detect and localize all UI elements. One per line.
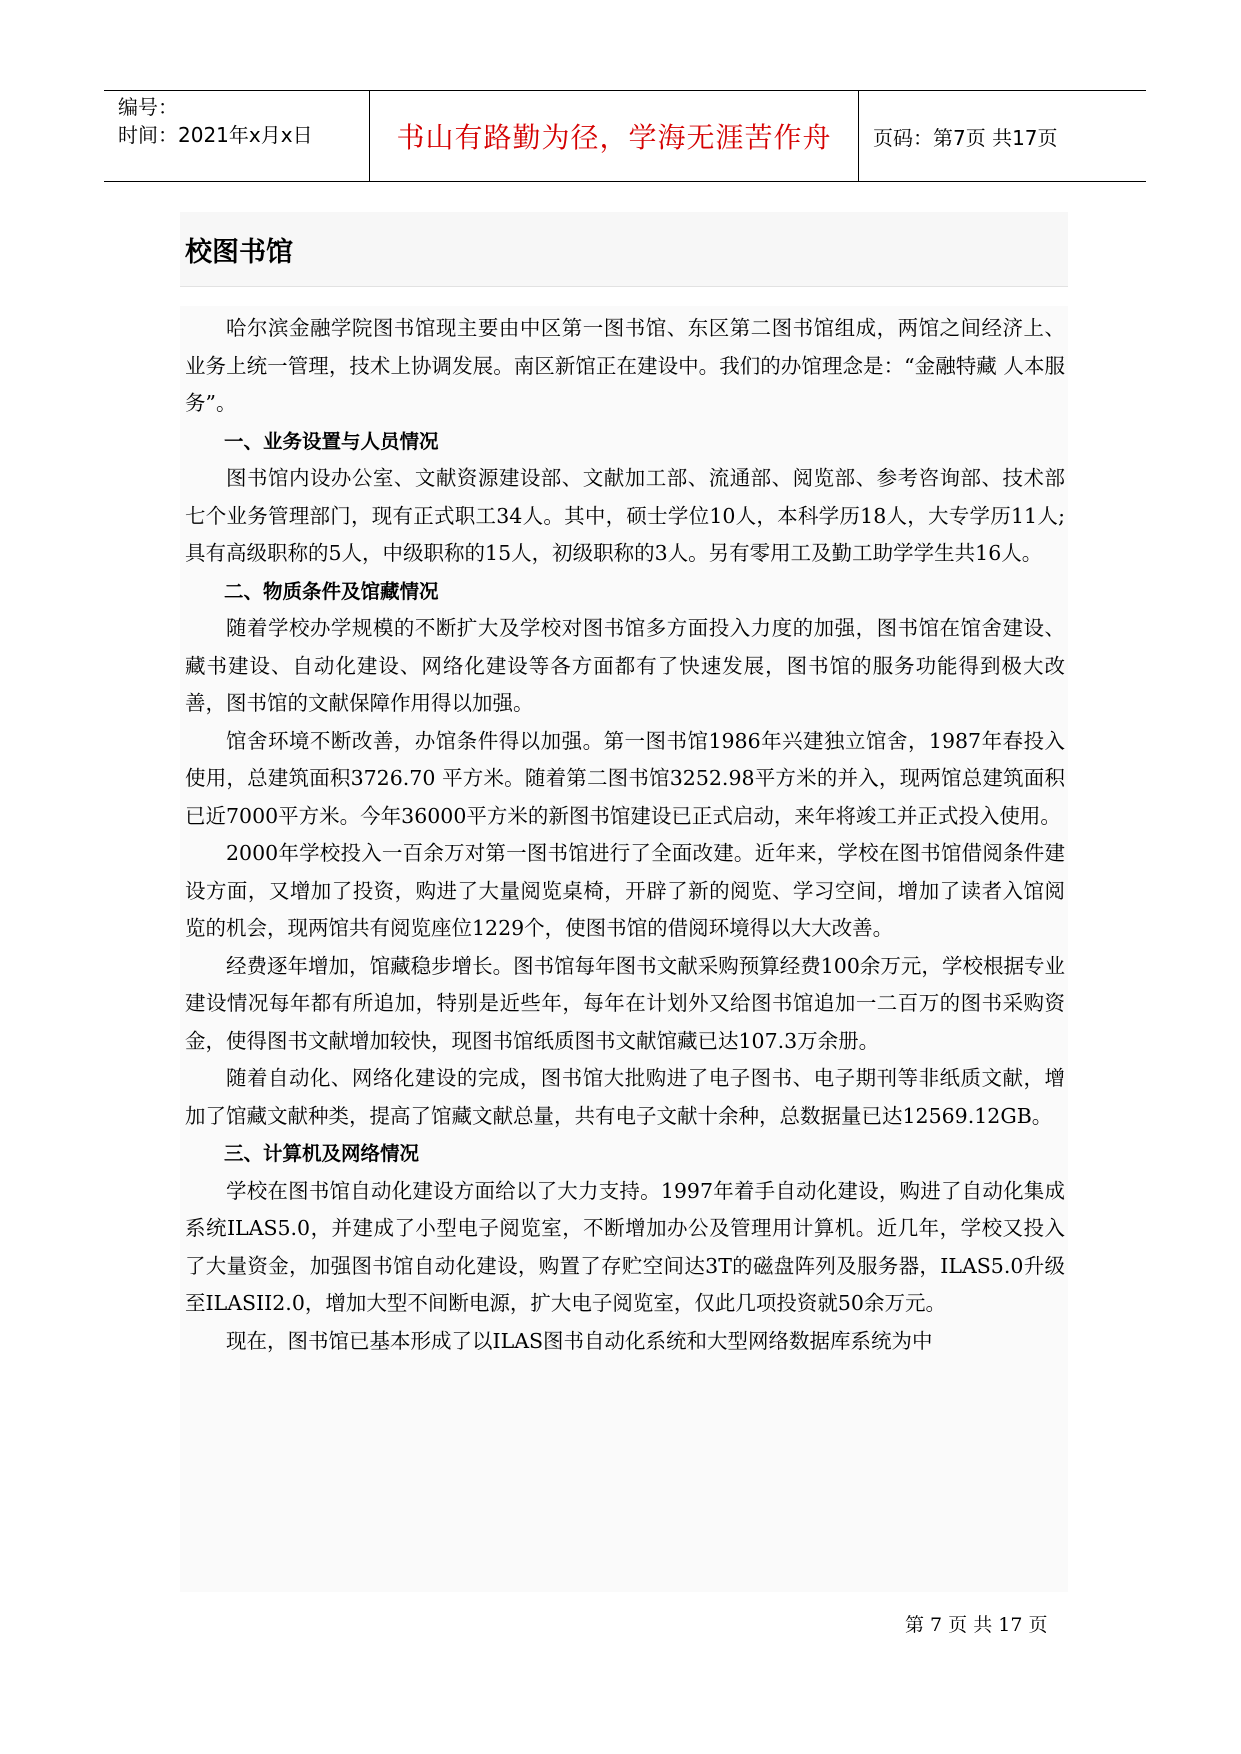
- header-meta: [104, 91, 369, 181]
- paragraph: 随着学校办学规模的不断扩大及学校对图书馆多方面投入力度的加强，图书馆在馆舍建设、藏书建设、自动化建设、网络化建设等各方面都有了快速发展，图书馆的服务功能得到极大改善，图书馆的文献保障作用得以加强。: [185, 616, 1065, 715]
- paragraph: 学校在图书馆自动化建设方面给以了大力支持。1997年着手自动化建设，购进了自动化集成系统ILAS5.0，并建成了小型电子阅览室，不断增加办公及管理用计算机。近几年，学校又投入了大量资金，加强图书馆自动化建设，购置了存贮空间达3T的磁盘阵列及服务器，ILAS5.0升级至ILASII2.0，增加大型不间断电源，扩大电子阅览室，仅此几项投资就50余万元。: [185, 1178, 1065, 1315]
- document-time-label: 时间：2021年x月x日: [118, 123, 313, 147]
- section-heading: 一、业务设置与人员情况: [224, 429, 439, 453]
- page-title: 校图书馆: [185, 237, 293, 268]
- paragraph: 2000年学校投入一百余万对第一图书馆进行了全面改建。近年来，学校在图书馆借阅条件建设方面，又增加了投资，购进了大量阅览桌椅，开辟了新的阅览、学习空间，增加了读者入馆阅览的机会，现两馆共有阅览座位1229个，使图书馆的借阅环境得以大大改善。: [185, 841, 1065, 940]
- paragraph: 现在，图书馆已基本形成了以ILAS图书自动化系统和大型网络数据库系统为中: [226, 1328, 933, 1353]
- document-body: [185, 310, 1065, 1360]
- paragraph: 哈尔滨金融学院图书馆现主要由中区第一图书馆、东区第二图书馆组成，两馆之间经济上、业务上统一管理，技术上协调发展。南区新馆正在建设中。我们的办馆理念是：“金融特藏 人本服务”。: [185, 316, 1065, 415]
- page-footer: 第 7 页 共 17 页: [905, 1614, 1048, 1636]
- header-slogan: 书山有路勤为径，学海无涯苦作舟: [369, 91, 859, 181]
- document-number-label: 编号：: [118, 95, 178, 119]
- title-band: [180, 212, 1068, 287]
- section-heading: 三、计算机及网络情况: [224, 1142, 420, 1165]
- paragraph: 随着自动化、网络化建设的完成，图书馆大批购进了电子图书、电子期刊等非纸质文献，增加了馆藏文献种类，提高了馆藏文献总量，共有电子文献十余种，总数据量已达12569.12GB。: [185, 1066, 1065, 1128]
- paragraph: 图书馆内设办公室、文献资源建设部、文献加工部、流通部、阅览部、参考咨询部、技术部七个业务管理部门，现有正式职工34人。其中，硕士学位10人，本科学历18人，大专学历11人;具有高级职称的5人，中级职称的15人，初级职称的3人。另有零用工及勤工助学学生共16人。: [185, 466, 1065, 565]
- header-page-number: 页码：第7页 共17页: [873, 125, 1058, 150]
- paragraph: 馆舍环境不断改善，办馆条件得以加强。第一图书馆1986年兴建独立馆舍，1987年春投入使用，总建筑面积3726.70 平方米。随着第二图书馆3252.98平方米的并入，现两馆总建筑面积已近7000平方米。今年36000平方米的新图书馆建设已正式启动，来年将竣工并正式投入使用。: [185, 728, 1065, 828]
- paragraph: 经费逐年增加，馆藏稳步增长。图书馆每年图书文献采购预算经费100余万元，学校根据专业建设情况每年都有所追加，特别是近些年，每年在计划外又给图书馆追加一二百万的图书采购资金，使得图书文献增加较快，现图书馆纸质图书文献馆藏已达107.3万余册。: [185, 953, 1065, 1053]
- section-heading: 二、物质条件及馆藏情况: [224, 579, 439, 603]
- header-table: [104, 90, 1146, 182]
